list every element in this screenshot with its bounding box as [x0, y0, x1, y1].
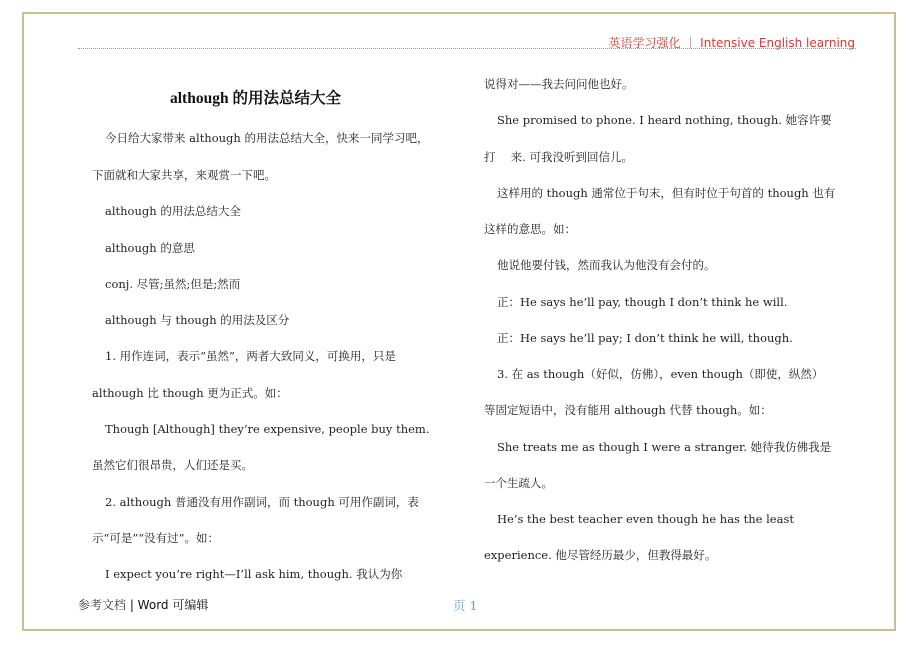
paragraph-line: 这样用的 though 通常位于句末，但有时位于句首的 though 也有: [497, 186, 836, 200]
paragraph-line: She promised to phone. I heard nothing, though. 她容许要: [497, 113, 832, 127]
paragraph-line: 1. 用作连词，表示“虽然”，两者大致同义，可换用，只是: [105, 349, 396, 363]
paragraph-line: although 比 though 更为正式。如：: [92, 386, 288, 400]
paragraph-line: Though [Although] they’re expensive, people buy them.: [105, 422, 430, 436]
paragraph-line: 这样的意思。如：: [484, 222, 576, 236]
paragraph-line: experience. 他尽管经历最少，但教得最好。: [484, 548, 717, 562]
footer-prefix: 参考文档: [78, 598, 130, 612]
footer-suffix: | Word 可编辑: [129, 598, 209, 612]
paragraph-line: I expect you’re right—I’ll ask him, though. 我认为你: [105, 567, 403, 581]
document-title: although 的用法总结大全: [170, 90, 341, 107]
paragraph-line: She treats me as though I were a stranger. 她待我仿佛我是: [497, 440, 832, 454]
header-text: 英语学习强化 ｜ Intensive English learning: [608, 36, 855, 50]
paragraph-line: 正：He says he’ll pay; I don’t think he will, though.: [497, 331, 793, 345]
header-divider: [78, 48, 856, 49]
paragraph-line: 他说他要付钱，然而我认为他没有会付的。: [497, 258, 716, 272]
paragraph-line: although 与 though 的用法及区分: [105, 313, 290, 327]
paragraph-line: 一个生疏人。: [484, 476, 553, 490]
paragraph-line: 3. 在 as though（好似，仿佛），even though（即使，纵然）: [497, 367, 824, 381]
paragraph-line: 今日给大家带来 although 的用法总结大全，快来一同学习吧，: [105, 131, 429, 145]
paragraph-line: 2. although 普通没有用作副词，而 though 可用作副词，表: [105, 495, 419, 509]
paragraph-line: 虽然它们很昂贵，人们还是买。: [92, 458, 253, 472]
paragraph-line: 说得对——我去问问他也好。: [484, 77, 634, 91]
paragraph-line: although 的意思: [105, 241, 195, 255]
page-number: 页 1: [453, 598, 478, 613]
paragraph-line: 下面就和大家共享，来观赏一下吧。: [92, 168, 276, 182]
paragraph-line: 正：He says he’ll pay, though I don’t think he will.: [497, 295, 788, 309]
paragraph-line: 示“可是”“没有过”。如：: [92, 531, 220, 545]
paragraph-line: conj. 尽管;虽然;但是;然而: [105, 277, 241, 291]
footer-label: [78, 596, 208, 613]
paragraph-line: 打 来. 可我没听到回信儿。: [484, 150, 633, 164]
paragraph-line: 等固定短语中，没有能用 although 代替 though。如：: [484, 403, 772, 417]
paragraph-line: He’s the best teacher even though he has the least: [497, 512, 794, 526]
paragraph-line: although 的用法总结大全: [105, 204, 241, 218]
